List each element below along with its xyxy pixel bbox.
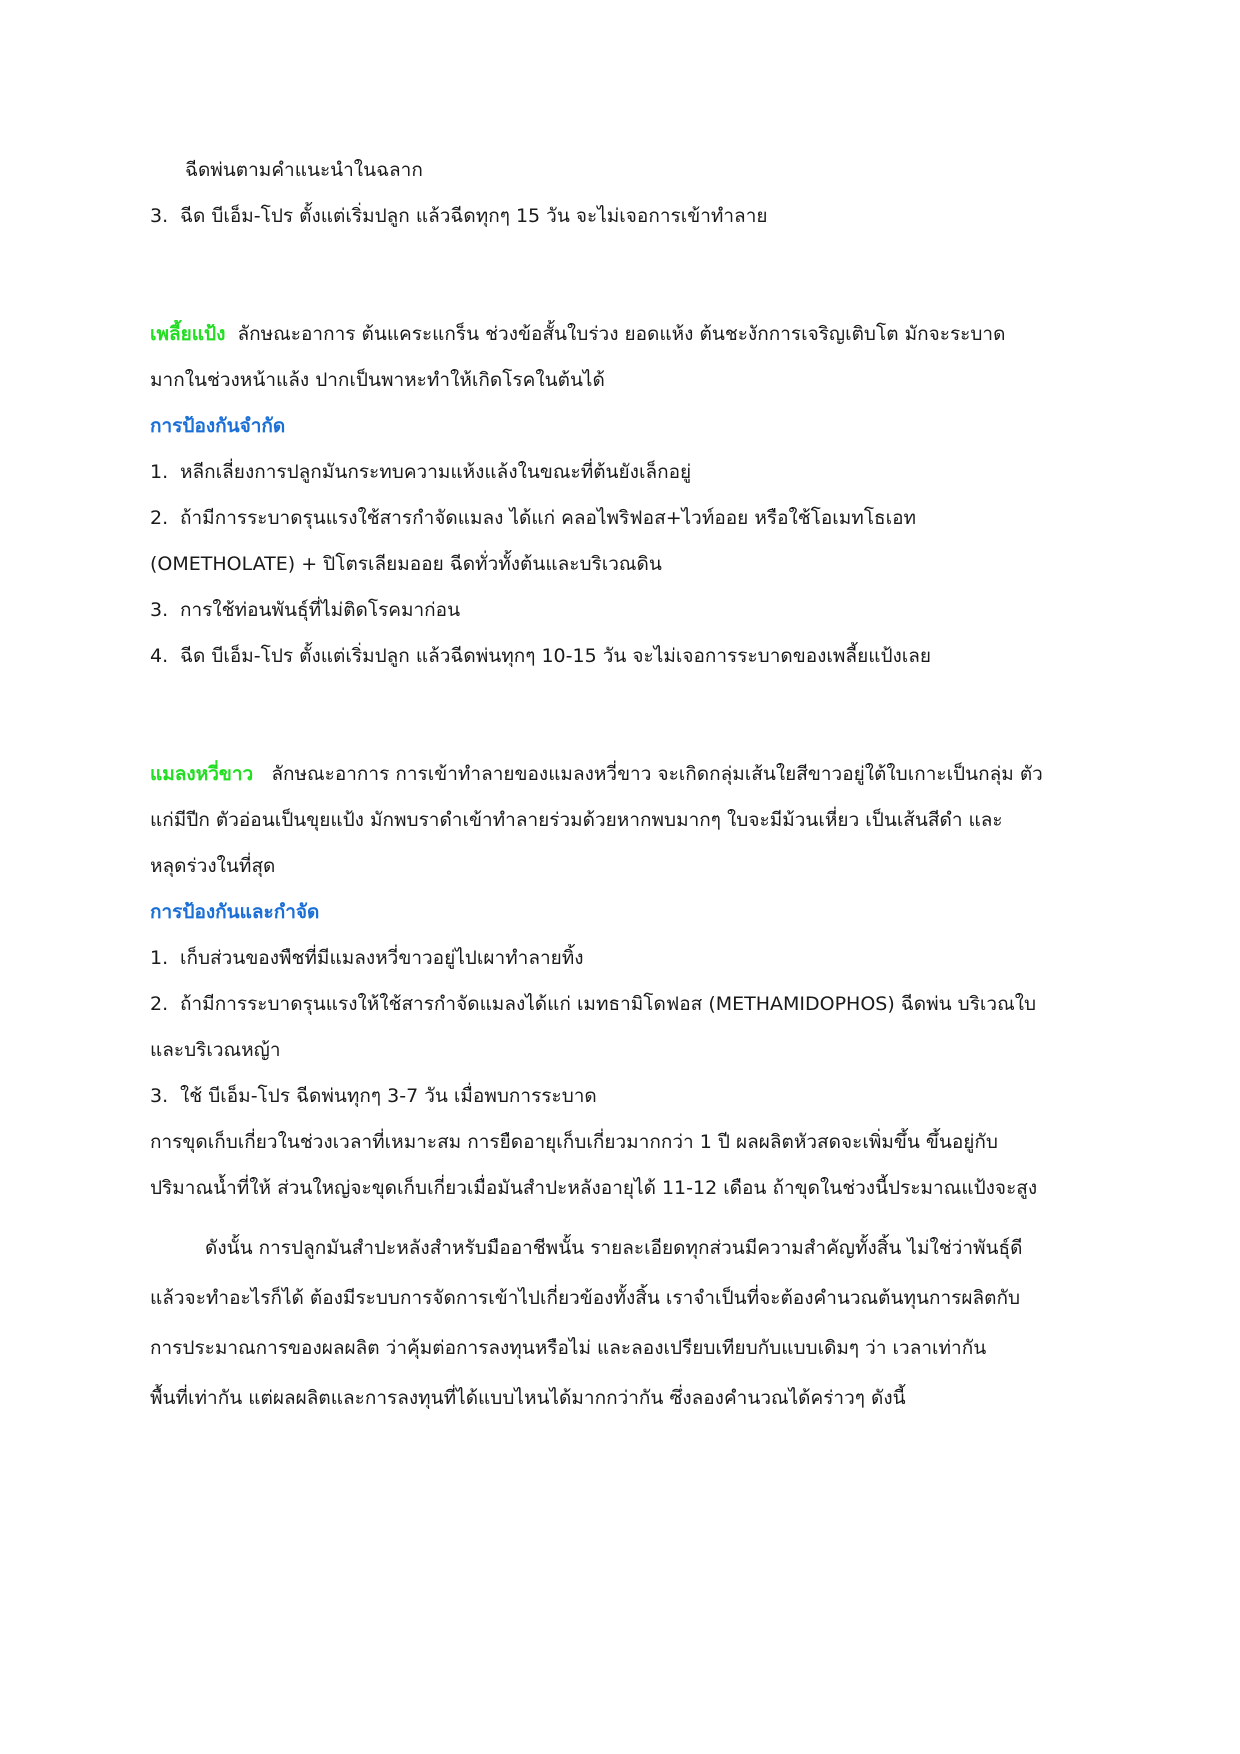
item-text: ใช้ บีเอ็ม-โปร ฉีดพ่นทุกๆ 3-7 วัน เมื่อพบการระบาด <box>180 1085 597 1107</box>
mealybug-item <box>150 504 1110 532</box>
item-text: ฉีด บีเอ็ม-โปร ตั้งแต่เริ่มปลูก แล้วฉีดทุกๆ 15 วัน จะไม่เจอการเข้าทำลาย <box>180 205 768 227</box>
conclusion-line-2: แล้วจะทำอะไรก็ได้ ต้องมีระบบการจัดการเข้าไปเกี่ยวข้องทั้งสิ้น เราจำเป็นที่จะต้องคำนวณต้นทุนการผลิตกับ <box>150 1287 1021 1309</box>
whitefly-heading: แมลงหวี่ขาว <box>150 763 254 785</box>
item-number: 2. <box>150 993 169 1015</box>
item-number: 1. <box>150 947 169 969</box>
intro-item-3 <box>150 202 1110 230</box>
conclusion-line-3: การประมาณการของผลผลิต ว่าคุ้มต่อการลงทุนหรือไม่ และลองเปรียบเทียบกับแบบเดิมๆ ว่า เวลาเท่ากัน <box>150 1337 987 1359</box>
item-text: การใช้ท่อนพันธุ์ที่ไม่ติดโรคมาก่อน <box>180 599 461 621</box>
whitefly-desc-line-1 <box>150 760 1110 788</box>
mealybug-control-heading: การป้องกันจำกัด <box>150 415 286 437</box>
mealybug-desc-line-1 <box>150 320 1110 348</box>
whitefly-desc-text: ลักษณะอาการ การเข้าทำลายของแมลงหวี่ขาว จะเกิดกลุ่มเส้นใยสีขาวอยู่ใต้ใบเกาะเป็นกลุ่ม ตัว <box>271 763 1043 785</box>
item-text: เก็บส่วนของพืชที่มีแมลงหวี่ขาวอยู่ไปเผาทำลายทิ้ง <box>180 947 584 969</box>
item-text: หลีกเลี่ยงการปลูกมันกระทบความแห้งแล้งในขณะที่ต้นยังเล็กอยู่ <box>180 461 692 483</box>
item-number: 3. <box>150 599 169 621</box>
whitefly-item <box>150 1082 1110 1110</box>
whitefly-control-heading: การป้องกันและกำจัด <box>150 901 320 923</box>
mealybug-heading: เพลี้ยแป้ง <box>150 323 226 345</box>
harvest-line-2: ปริมาณน้ำที่ให้ ส่วนใหญ่จะขุดเก็บเกี่ยวเมื่อมันสำปะหลังอายุได้ 11-12 เดือน ถ้าขุดในช่วงนี้ประมาณแป้งจะสูง <box>150 1177 1038 1199</box>
whitefly-item <box>150 944 1110 972</box>
item-number: 2. <box>150 507 169 529</box>
item-number: 3. <box>150 205 169 227</box>
whitefly-item <box>150 990 1110 1018</box>
conclusion-line-4: พื้นที่เท่ากัน แต่ผลผลิตและการลงทุนที่ได้แบบไหนได้มากกว่ากัน ซึ่งลองคำนวณได้คร่าวๆ ดังนี้ <box>150 1387 906 1409</box>
whitefly-desc-line-3: หลุดร่วงในที่สุด <box>150 855 276 877</box>
whitefly-item-continuation: และบริเวณหญ้า <box>150 1039 281 1061</box>
conclusion-line-1: ดังนั้น การปลูกมันสำปะหลังสำหรับมืออาชีพนั้น รายละเอียดทุกส่วนมีความสำคัญทั้งสิ้น ไม่ใช่ว่าพันธุ์ดี <box>205 1237 1023 1259</box>
item-number: 1. <box>150 461 169 483</box>
mealybug-item <box>150 596 1110 624</box>
mealybug-item-continuation: (OMETHOLATE) + ปิโตรเลียมออย ฉีดทั่วทั้งต้นและบริเวณดิน <box>150 553 662 575</box>
item-number: 3. <box>150 1085 169 1107</box>
mealybug-item <box>150 642 1110 670</box>
mealybug-desc-text: ลักษณะอาการ ต้นแคระแกร็น ช่วงข้อสั้นใบร่วง ยอดแห้ง ต้นชะงักการเจริญเติบโต มักจะระบาด <box>237 323 1006 345</box>
mealybug-item <box>150 458 1110 486</box>
intro-line: ฉีดพ่นตามคำแนะนำในฉลาก <box>185 159 423 181</box>
harvest-line-1: การขุดเก็บเกี่ยวในช่วงเวลาที่เหมาะสม การยืดอายุเก็บเกี่ยวมากกว่า 1 ปี ผลผลิตหัวสดจะเพิ่มขึ้น ขึ้นอยู่กับ <box>150 1131 998 1153</box>
item-text: ถ้ามีการระบาดรุนแรงใช้สารกำจัดแมลง ได้แก่ คลอไพริฟอส+ไวท์ออย หรือใช้โอเมทโธเอท <box>180 507 917 529</box>
item-number: 4. <box>150 645 169 667</box>
item-text: ฉีด บีเอ็ม-โปร ตั้งแต่เริ่มปลูก แล้วฉีดพ่นทุกๆ 10-15 วัน จะไม่เจอการระบาดของเพลี้ยแป้งเลย <box>180 645 932 667</box>
item-text: ถ้ามีการระบาดรุนแรงให้ใช้สารกำจัดแมลงได้แก่ เมทธามิโดฟอส (METHAMIDOPHOS) ฉีดพ่น บริเวณใบ <box>180 993 1037 1015</box>
mealybug-desc-line-2: มากในช่วงหน้าแล้ง ปากเป็นพาหะทำให้เกิดโรคในต้นได้ <box>150 369 605 391</box>
whitefly-desc-line-2: แก่มีปีก ตัวอ่อนเป็นขุยแป้ง มักพบราดำเข้าทำลายร่วมด้วยหากพบมากๆ ใบจะมีม้วนเหี่ยว เป็นเส้นสีดำ และ <box>150 809 1003 831</box>
